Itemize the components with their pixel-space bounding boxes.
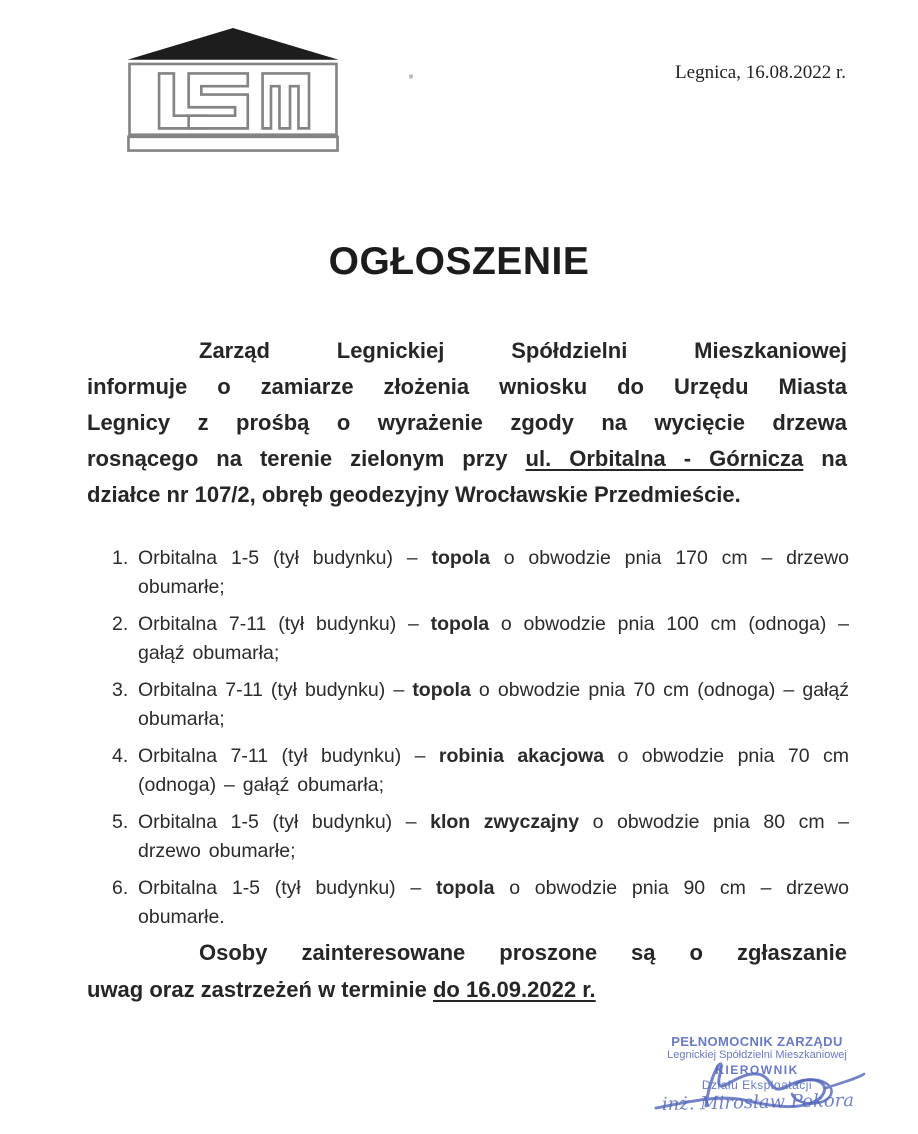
list-item-text xyxy=(138,745,849,796)
stamp-line: KIEROWNIK xyxy=(715,1063,799,1077)
list-item-text xyxy=(138,679,849,730)
text-run: Orbitalna 1-5 (tył budynku) – xyxy=(138,877,436,899)
list-item-number: 6. xyxy=(112,877,129,899)
document-title: OGŁOSZENIE xyxy=(328,240,590,283)
text-line xyxy=(87,934,847,971)
text-run: do 16.09.2022 r. xyxy=(432,977,596,1002)
text-run: o obwodzie pnia 90 cm – drzewo obumarłe. xyxy=(138,877,849,928)
text-run: o obwodzie pnia 80 cm – drzewo obumarłe; xyxy=(138,811,850,862)
text-run: topola xyxy=(412,679,471,701)
tree-list-item xyxy=(112,544,849,602)
text-run: o obwodzie pnia 170 cm – drzewo obumarłe; xyxy=(138,547,850,598)
text-line xyxy=(87,477,847,513)
closing-paragraph xyxy=(87,934,847,1008)
lsm-logo xyxy=(127,27,339,159)
text-run: ul. Orbitalna - Górnicza xyxy=(525,446,804,471)
signatory-name: inż. Mirosław Pokora xyxy=(661,1089,855,1116)
text-run: topola xyxy=(430,613,490,635)
text-line xyxy=(87,441,847,477)
list-item-number: 5. xyxy=(112,811,129,833)
text-run: Orbitalna 1-5 (tył budynku) – xyxy=(138,811,431,833)
stamp-line: Legnickiej Spółdzielni Mieszkaniowej xyxy=(667,1049,847,1061)
text-run: Osoby zainteresowane proszone są o zgłaszanie xyxy=(199,940,847,965)
text-run: robinia akacjowa xyxy=(438,745,605,767)
text-line xyxy=(87,333,847,369)
text-run: topola xyxy=(431,547,490,569)
tree-list xyxy=(112,544,849,940)
text-run: Legnicy z prośbą o wyrażenie zgody na wycięcie drzewa xyxy=(87,410,847,435)
list-item-text xyxy=(138,811,849,862)
text-run: uwag oraz zastrzeżeń w terminie xyxy=(87,977,433,1002)
list-item-number: 2. xyxy=(112,613,129,635)
list-item-text xyxy=(138,547,849,598)
text-run: topola xyxy=(435,877,495,899)
list-item-number: 3. xyxy=(112,679,129,701)
text-line xyxy=(87,369,847,405)
tree-list-item xyxy=(112,676,849,734)
stamp-line: Działu Eksploatacji xyxy=(701,1078,813,1092)
tree-list-item xyxy=(112,610,849,668)
text-run: Orbitalna 7-11 (tył budynku) – xyxy=(138,613,431,635)
tree-list-item xyxy=(112,742,849,800)
logo-roof xyxy=(127,28,338,60)
text-run: rosnącego na terenie zielonym przy xyxy=(87,446,526,471)
text-run: Zarząd Legnickiej Spółdzielni Mieszkaniowej xyxy=(199,338,847,363)
list-item-number: 1. xyxy=(112,547,129,569)
text-run: o obwodzie pnia 100 cm (odnoga) – gałąź obumarła; xyxy=(138,613,849,664)
logo-base-strip xyxy=(128,137,337,151)
list-item-text xyxy=(138,877,849,928)
text-run: klon zwyczajny xyxy=(430,811,580,833)
lsm-logo-graphic xyxy=(127,27,339,159)
logo-letter-m xyxy=(263,73,309,128)
text-run: Orbitalna 1-5 (tył budynku) – xyxy=(138,547,432,569)
text-line xyxy=(87,405,847,441)
text-run: o obwodzie pnia 70 cm (odnoga) – gałąź obumarła; xyxy=(138,679,849,730)
text-run: działce nr 107/2, obręb geodezyjny Wrocławskie Przedmieście. xyxy=(87,482,741,507)
text-run: informuje o zamiarze złożenia wniosku do Urzędu Miasta xyxy=(87,374,847,399)
list-item-text xyxy=(138,613,849,664)
stamp-line: PEŁNOMOCNIK ZARZĄDU xyxy=(671,1034,843,1049)
scan-artifact-dot xyxy=(409,74,413,79)
text-line xyxy=(87,971,847,1008)
logo-letter-s xyxy=(189,73,248,128)
text-run: o obwodzie pnia 70 cm (odnoga) – gałąź obumarła; xyxy=(138,745,849,796)
text-run: na xyxy=(803,446,847,471)
text-run: Orbitalna 7-11 (tył budynku) – xyxy=(138,679,413,701)
tree-list-item xyxy=(112,808,849,866)
document-date: Legnica, 16.08.2022 r. xyxy=(675,62,846,83)
tree-list-item xyxy=(112,874,849,932)
intro-paragraph xyxy=(87,333,847,513)
text-run: Orbitalna 7-11 (tył budynku) – xyxy=(138,745,439,767)
list-item-number: 4. xyxy=(112,745,129,767)
